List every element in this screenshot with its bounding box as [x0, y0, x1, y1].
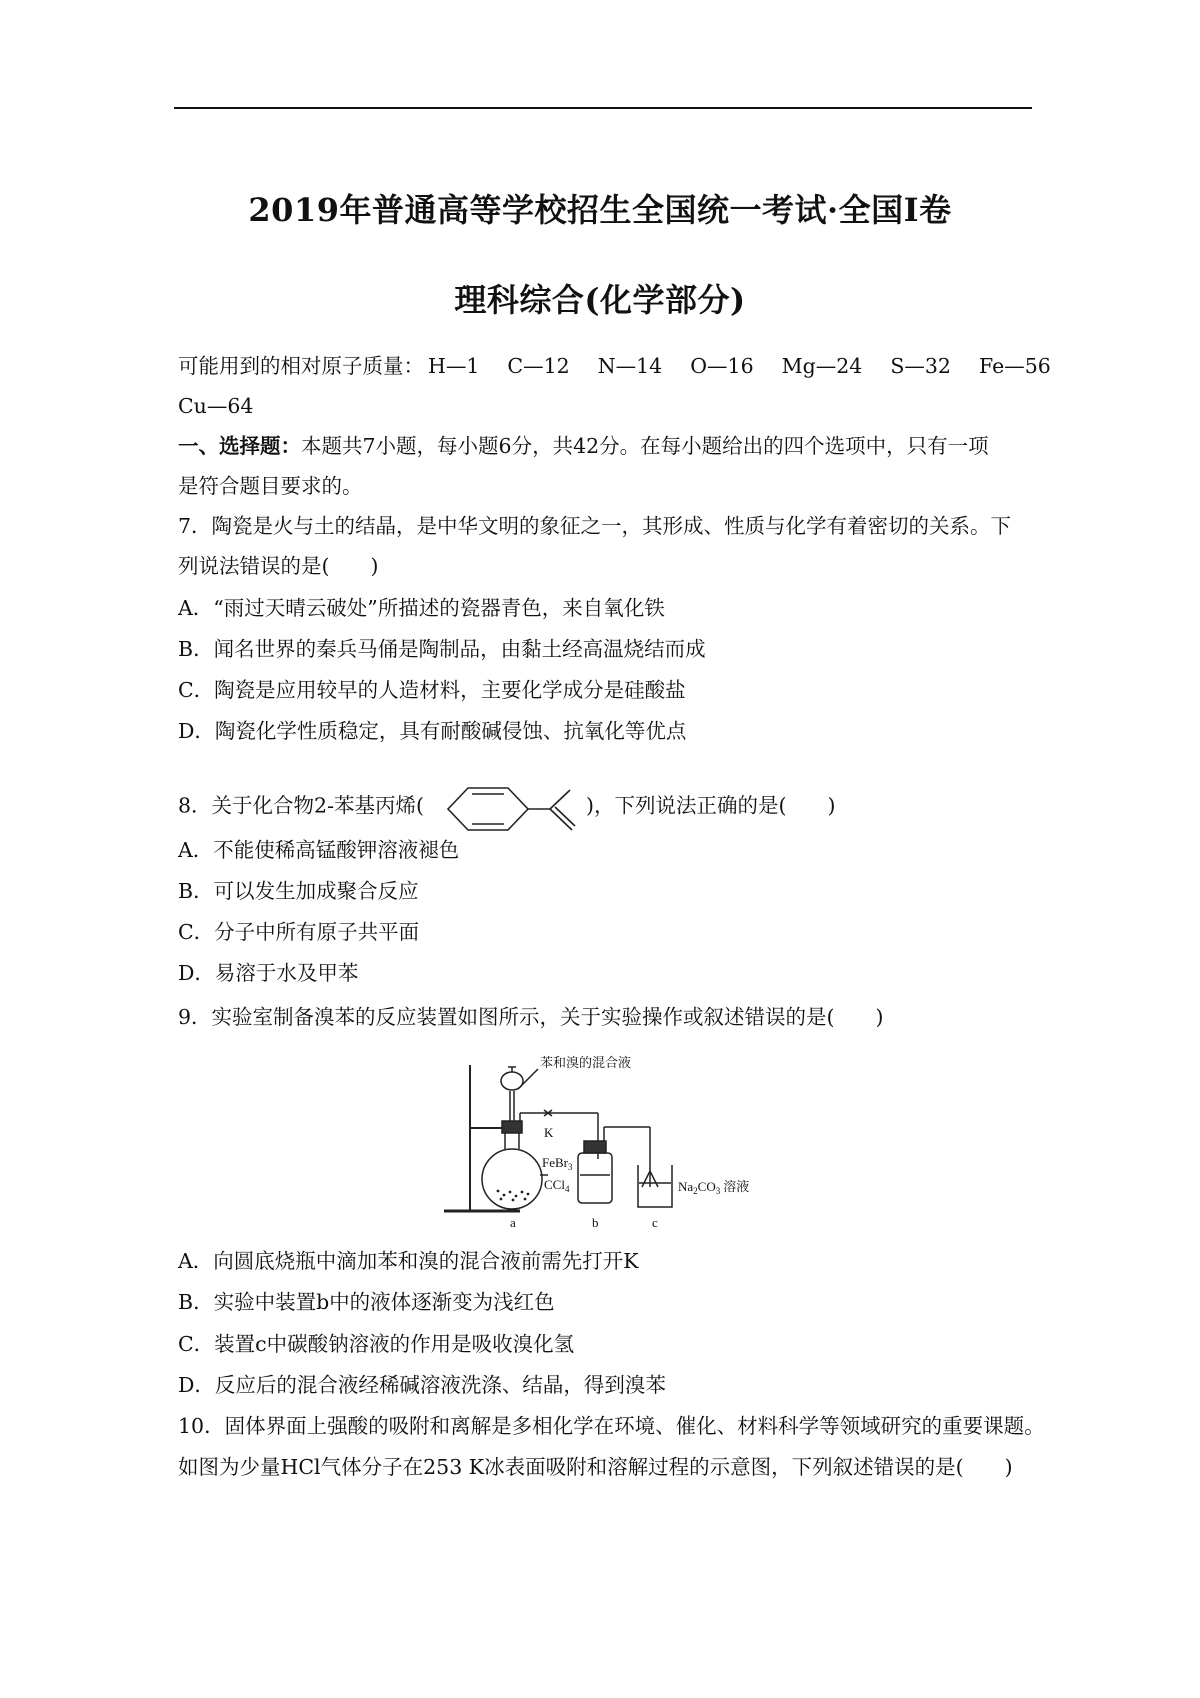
atomic-mass-last: Cu—64	[178, 394, 254, 418]
label-b: b	[592, 1215, 599, 1230]
q7-option-a: A．“雨过天晴云破处”所描述的瓷器青色，来自氧化铁	[178, 596, 665, 620]
atomic-mass-item: C—12	[507, 354, 570, 378]
q8-stem-after: )，下列说法正确的是( )	[586, 793, 836, 818]
q7-option-b: B．闻名世界的秦兵马俑是陶制品，由黏土经高温烧结而成	[178, 637, 706, 661]
label-mixture: 苯和溴的混合液	[540, 1055, 632, 1070]
q8-option-d: D．易溶于水及甲苯	[178, 961, 359, 985]
q7-option-d: D．陶瓷化学性质稳定，具有耐酸碱侵蚀、抗氧化等优点	[178, 719, 687, 743]
section-instructions	[178, 432, 989, 460]
label-k: K	[544, 1125, 554, 1140]
atomic-mass-item: H—1	[428, 354, 480, 378]
section-text: 本题共7小题，每小题6分，共42分。在每小题给出的四个选项中，只有一项	[301, 434, 989, 458]
label-ccl4: CCl$_4$	[544, 1177, 570, 1194]
q7-option-c: C．陶瓷是应用较早的人造材料，主要化学成分是硅酸盐	[178, 678, 686, 702]
section-heading: 一、选择题：	[178, 434, 301, 458]
q7-stem: 7．陶瓷是火与土的结晶，是中华文明的象征之一，其形成、性质与化学有着密切的关系。下	[178, 514, 1012, 538]
q9-stem: 9．实验室制备溴苯的反应装置如图所示，关于实验操作或叙述错误的是( )	[178, 1005, 884, 1029]
atomic-mass-item: O—16	[690, 354, 754, 378]
atomic-masses-prefix: 可能用到的相对原子质量：	[178, 354, 424, 378]
page-subtitle: 理科综合(化学部分)	[454, 281, 746, 319]
q9-option-a: A．向圆底烧瓶中滴加苯和溴的混合液前需先打开K	[178, 1249, 639, 1273]
label-a: a	[510, 1215, 516, 1230]
atomic-mass-item: Fe—56	[978, 354, 1051, 378]
q8-option-c: C．分子中所有原子共平面	[178, 920, 420, 944]
2-phenylpropene-structure	[426, 778, 584, 836]
q10-stem-line2: 如图为少量HCl气体分子在253 K冰表面吸附和溶解过程的示意图，下列叙述错误的是( )	[178, 1455, 1013, 1479]
q9-option-b: B．实验中装置b中的液体逐渐变为浅红色	[178, 1290, 555, 1314]
q8-option-b: B．可以发生加成聚合反应	[178, 879, 419, 903]
q7-stem-line2: 列说法错误的是( )	[178, 554, 379, 578]
q8-option-a: A．不能使稀高锰酸钾溶液褪色	[178, 838, 460, 862]
page-title: 2019年普通高等学校招生全国统一考试·全国Ⅰ卷	[248, 191, 952, 229]
atomic-mass-item: S—32	[890, 354, 951, 378]
section-text-line2: 是符合题目要求的。	[178, 474, 363, 498]
atomic-mass-item: Mg—24	[781, 354, 863, 378]
label-c: c	[652, 1215, 658, 1230]
q9-option-d: D．反应后的混合液经稀碱溶液洗涤、结晶，得到溴苯	[178, 1373, 666, 1397]
atomic-masses-line	[178, 352, 1051, 380]
header-rule	[174, 107, 1032, 109]
q8-stem	[178, 778, 836, 836]
atomic-mass-item: N—14	[597, 354, 663, 378]
bromobenzene-apparatus-figure	[440, 1055, 780, 1235]
q9-option-c: C．装置c中碳酸钠溶液的作用是吸收溴化氢	[178, 1332, 575, 1356]
label-na2co3: $Na_2CO_3$ 溶液	[678, 1179, 750, 1196]
q10-stem: 10．固体界面上强酸的吸附和离解是多相化学在环境、催化、材料科学等领域研究的重要课题。	[178, 1414, 1045, 1438]
q8-stem-before: 8．关于化合物2-苯基丙烯(	[178, 793, 425, 818]
label-febr3: FeBr$_3$	[542, 1155, 573, 1172]
